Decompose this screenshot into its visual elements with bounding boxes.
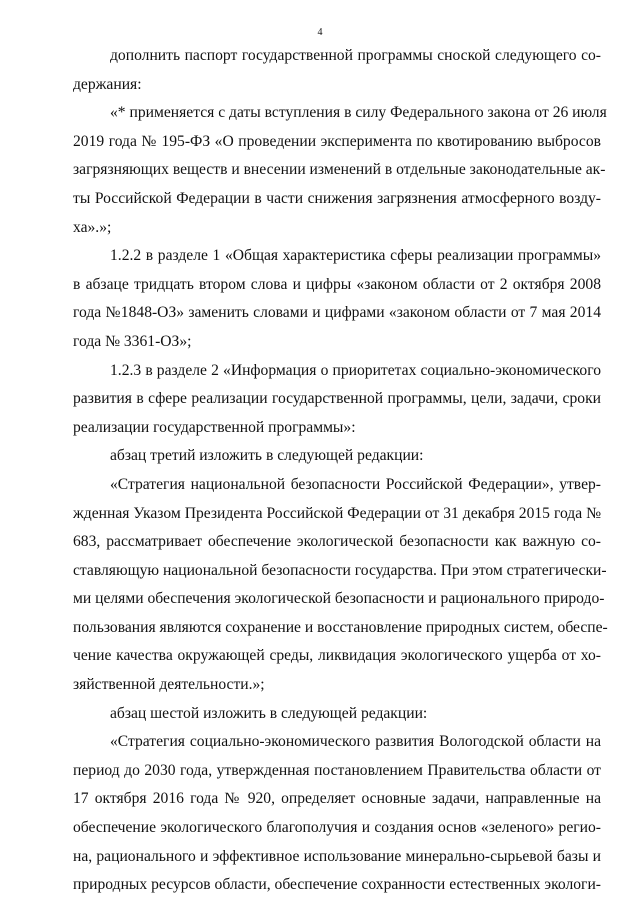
paragraph [73, 242, 601, 356]
text-line: развития в сфере реализации государственной программы, цели, задачи, сроки [73, 390, 601, 408]
text-line: года № 3361-ОЗ»; [73, 332, 192, 350]
text-line: 1.2.2 в разделе 1 «Общая характеристика сферы реализации программы» [110, 247, 601, 265]
text-line: ты Российской Федерации в части снижения загрязнения атмосферного возду- [73, 189, 601, 207]
text-line: абзац третий изложить в следующей редакции: [110, 447, 424, 465]
text-line: ха».»; [73, 218, 112, 236]
text-line: зяйственной деятельности.»; [73, 676, 265, 694]
text-line: загрязняющих веществ и внесении изменений в отдельные законодательные ак- [73, 161, 606, 179]
paragraph [73, 442, 601, 471]
paragraph [73, 99, 607, 242]
text-line: держания: [73, 75, 142, 93]
text-line: природных ресурсов области, обеспечение сохранности естественных экологи- [73, 876, 601, 894]
text-line: пользования являются сохранение и восстановление природных систем, обеспе- [73, 618, 608, 636]
body-text [73, 42, 608, 900]
text-line: чение качества окружающей среды, ликвидация экологического ущерба от хо- [73, 647, 601, 665]
text-line: в абзаце тридцать втором слова и цифры «законом области от 2 октября 2008 [73, 275, 601, 293]
text-line: реализации государственной программы»: [73, 418, 356, 436]
text-line: дополнить паспорт государственной программы сноской следующего со- [110, 47, 601, 64]
text-line: жденная Указом Президента Российской Федерации от 31 декабря 2015 года № [73, 504, 601, 522]
text-line: обеспечение экологического благополучия и создания основ «зеленого» регио- [73, 819, 601, 837]
text-line: 1.2.3 в разделе 2 «Информация о приоритетах социально-экономического [110, 361, 601, 379]
paragraph [73, 357, 601, 443]
text-line: на, рационального и эффективное использование минерально-сырьевой базы и [73, 847, 601, 865]
text-line: 2019 года № 195-ФЗ «О проведении эксперимента по квотированию выбросов [73, 132, 601, 150]
paragraph [73, 42, 601, 99]
paragraph [73, 471, 608, 700]
text-line: «* применяется с даты вступления в силу Федерального закона от 26 июля [110, 104, 607, 122]
paragraph [73, 728, 601, 900]
text-line: ставляющую национальной безопасности государства. При этом стратегически- [73, 561, 607, 579]
text-line: «Стратегия национальной безопасности Российской Федерации», утвер- [110, 475, 601, 493]
text-line: 683, рассматривает обеспечение экологической безопасности как важную со- [73, 533, 601, 551]
page-number: 4 [317, 27, 323, 38]
text-line: абзац шестой изложить в следующей редакции: [110, 704, 428, 722]
text-line: период до 2030 года, утвержденная постановлением Правительства области от [73, 761, 601, 779]
text-line: ми целями обеспечения экологической безопасности и рационального природо- [73, 590, 605, 608]
text-line: «Стратегия социально-экономического развития Вологодской области на [110, 733, 601, 751]
paragraph [73, 700, 601, 729]
text-line: 17 октября 2016 года № 920, определяет основные задачи, направленные на [73, 790, 601, 808]
text-line: года №1848-ОЗ» заменить словами и цифрами «законом области от 7 мая 2014 [73, 304, 601, 322]
